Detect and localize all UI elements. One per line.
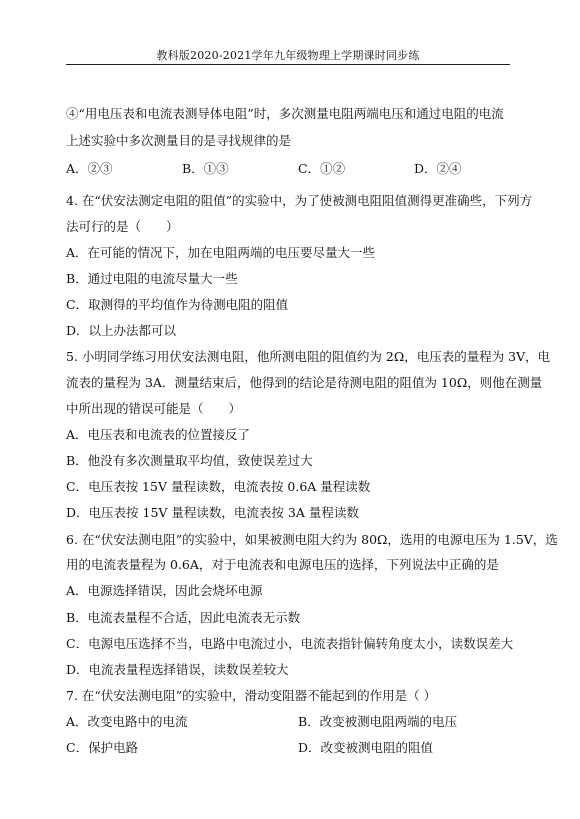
q7-stem: 7. 在“伏安法测电阻”的实验中，滑动变阻器不能起到的作用是（ ） <box>66 688 437 703</box>
q4-stem-line2: 法可行的是（ ） <box>66 219 179 234</box>
q3-prompt: 上述实验中多次测量目的是寻找规律的是 <box>66 133 292 148</box>
q4-option-b: B．通过电阻的电流尽量大一些 <box>66 271 238 286</box>
q5-stem-line2: 流表的量程为 3A．测量结束后，他得到的结论是待测电阻的阻值为 10Ω，则他在测量 <box>66 375 543 390</box>
q6-stem-line1: 6. 在“伏安法测电阻”的实验中，如果被测电阻大约为 80Ω，选用的电源电压为 1.5V，选 <box>66 532 558 547</box>
q5-stem-line3: 中所出现的错误可能是（ ） <box>66 401 242 416</box>
q4-stem-line1: 4. 在“伏安法测定电阻的阻值”的实验中，为了使被测电阻阻值测得更准确些，下列方 <box>66 193 533 208</box>
q4-option-c: C．取测得的平均值作为待测电阻的阻值 <box>66 297 289 312</box>
header-divider <box>66 64 510 65</box>
q6-option-a: A．电源选择错误，因此会烧坏电源 <box>66 583 263 598</box>
q3-option-c: C．①② <box>298 161 346 176</box>
q5-option-c: C．电压表按 15V 量程读数，电流表按 0.6A 量程读数 <box>66 479 371 494</box>
q5-option-b: B．他没有多次测量取平均值，致使误差过大 <box>66 453 313 468</box>
page-header: 教科版2020-2021学年九年级物理上学期课时同步练 <box>156 49 420 62</box>
q7-option-b: B．改变被测电阻两端的电压 <box>298 714 458 729</box>
q6-stem-line2: 用的电流表量程为 0.6A，对于电流表和电源电压的选择，下列说法中正确的是 <box>66 557 499 572</box>
q7-option-c: C．保护电路 <box>66 740 139 755</box>
q7-option-a: A．改变电路中的电流 <box>66 714 188 729</box>
q6-option-b: B．电流表量程不合适，因此电流表无示数 <box>66 610 301 625</box>
q4-option-d: D．以上办法都可以 <box>66 323 177 338</box>
q6-option-d: D．电流表量程选择错误，读数误差较大 <box>66 662 289 677</box>
q5-stem-line1: 5. 小明同学练习用伏安法测电阻，他所测电阻的阻值约为 2Ω，电压表的量程为 3V，电 <box>66 349 551 364</box>
q7-option-d: D．改变被测电阻的阻值 <box>298 740 434 755</box>
q3-option-a: A．②③ <box>66 161 113 176</box>
q3-option-d: D．②④ <box>414 161 462 176</box>
q4-option-a: A．在可能的情况下，加在电阻两端的电压要尽量大一些 <box>66 245 376 260</box>
q6-option-c: C．电源电压选择不当，电路中电流过小，电流表指针偏转角度太小，读数误差大 <box>66 636 514 651</box>
q5-option-d: D．电压表按 15V 量程读数，电流表按 3A 量程读数 <box>66 505 359 520</box>
q3-statement-4: ④“用电压表和电流表测导体电阻”时，多次测量电阻两端电压和通过电阻的电流 <box>66 106 504 121</box>
q5-option-a: A．电压表和电流表的位置接反了 <box>66 427 251 442</box>
q3-option-b: B．①③ <box>182 161 229 176</box>
